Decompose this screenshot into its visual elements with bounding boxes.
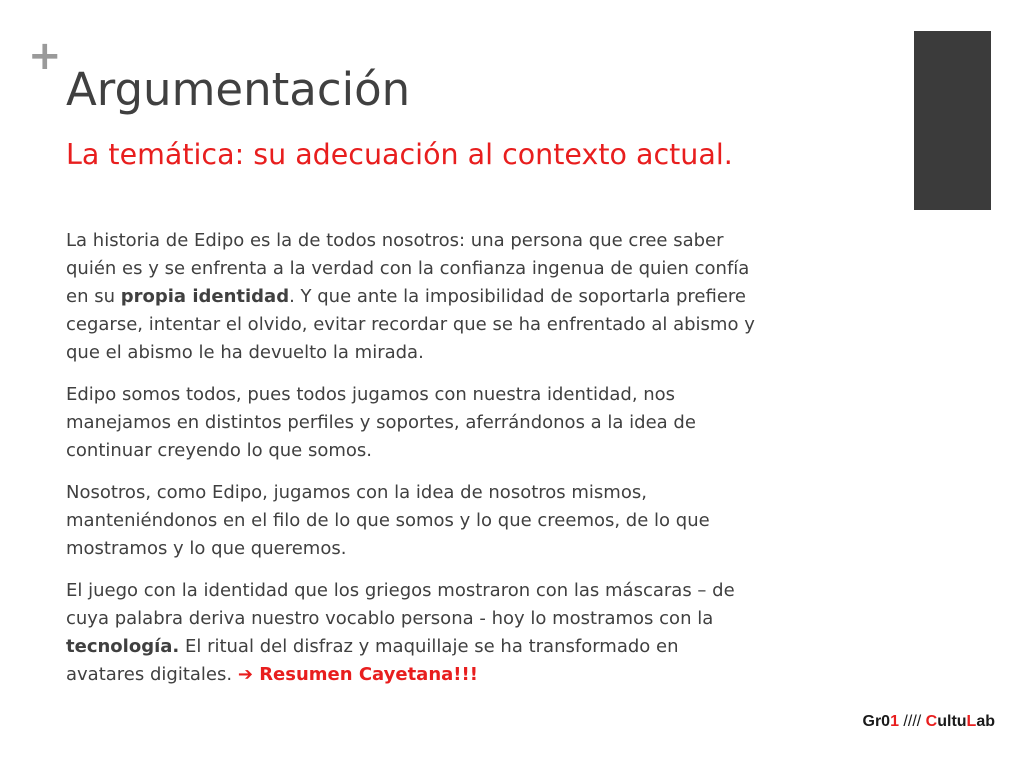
text-line: avatares digitales. [66, 664, 238, 685]
footer-brand [863, 713, 996, 731]
text-line: manteniéndonos en el filo de lo que somos y lo que creemos, de lo que [66, 510, 710, 531]
paragraph-3 [66, 479, 906, 563]
plus-icon: + [28, 33, 62, 79]
text-line: mostramos y lo que queremos. [66, 538, 347, 559]
footer-c: C [925, 713, 938, 730]
slide-title: Argumentación [66, 63, 411, 116]
text-line: . Y que ante la imposibilidad de soportarla prefiere [289, 286, 747, 307]
text-line: El juego con la identidad que los griegos mostraron con las máscaras – de [66, 580, 735, 601]
emphasis-tecnologia: tecnología. [66, 636, 180, 657]
dark-decorative-block [914, 31, 991, 210]
footer-separator: //// [898, 713, 926, 730]
footer-l: L [966, 713, 977, 730]
text-line: en su [66, 286, 121, 307]
text-line: El ritual del disfraz y maquillaje se ha transformado en [179, 636, 679, 657]
footer-ab: ab [976, 713, 995, 730]
text-line: manejamos en distintos perfiles y soportes, aferrándonos a la idea de [66, 412, 696, 433]
text-line: Nosotros, como Edipo, jugamos con la idea de nosotros mismos, [66, 482, 647, 503]
text-line: que el abismo le ha devuelto la mirada. [66, 342, 424, 363]
text-line: quién es y se enfrenta a la verdad con la confianza ingenua de quien confía [66, 258, 750, 279]
text-line: cegarse, intentar el olvido, evitar recordar que se ha enfrentado al abismo y [66, 314, 755, 335]
slide-subtitle: La temática: su adecuación al contexto actual. [66, 138, 733, 171]
resumen-cayetana-link[interactable]: Resumen Cayetana!!! [252, 664, 478, 685]
emphasis-propia-identidad: propia identidad [120, 286, 290, 307]
paragraph-4 [66, 577, 906, 689]
text-line: La historia de Edipo es la de todos nosotros: una persona que cree saber [66, 230, 724, 251]
text-line: Edipo somos todos, pues todos jugamos con nuestra identidad, nos [66, 384, 676, 405]
footer-gr: Gr0 [862, 713, 891, 730]
footer-ultu: ultu [937, 713, 967, 730]
paragraph-1 [66, 227, 906, 367]
footer-one: 1 [890, 713, 899, 730]
text-line: cuya palabra deriva nuestro vocablo persona - hoy lo mostramos con la [66, 608, 714, 629]
text-line: continuar creyendo lo que somos. [66, 440, 373, 461]
slide-body [66, 227, 906, 703]
arrow-right-icon: ➔ [237, 664, 253, 685]
paragraph-2 [66, 381, 906, 465]
